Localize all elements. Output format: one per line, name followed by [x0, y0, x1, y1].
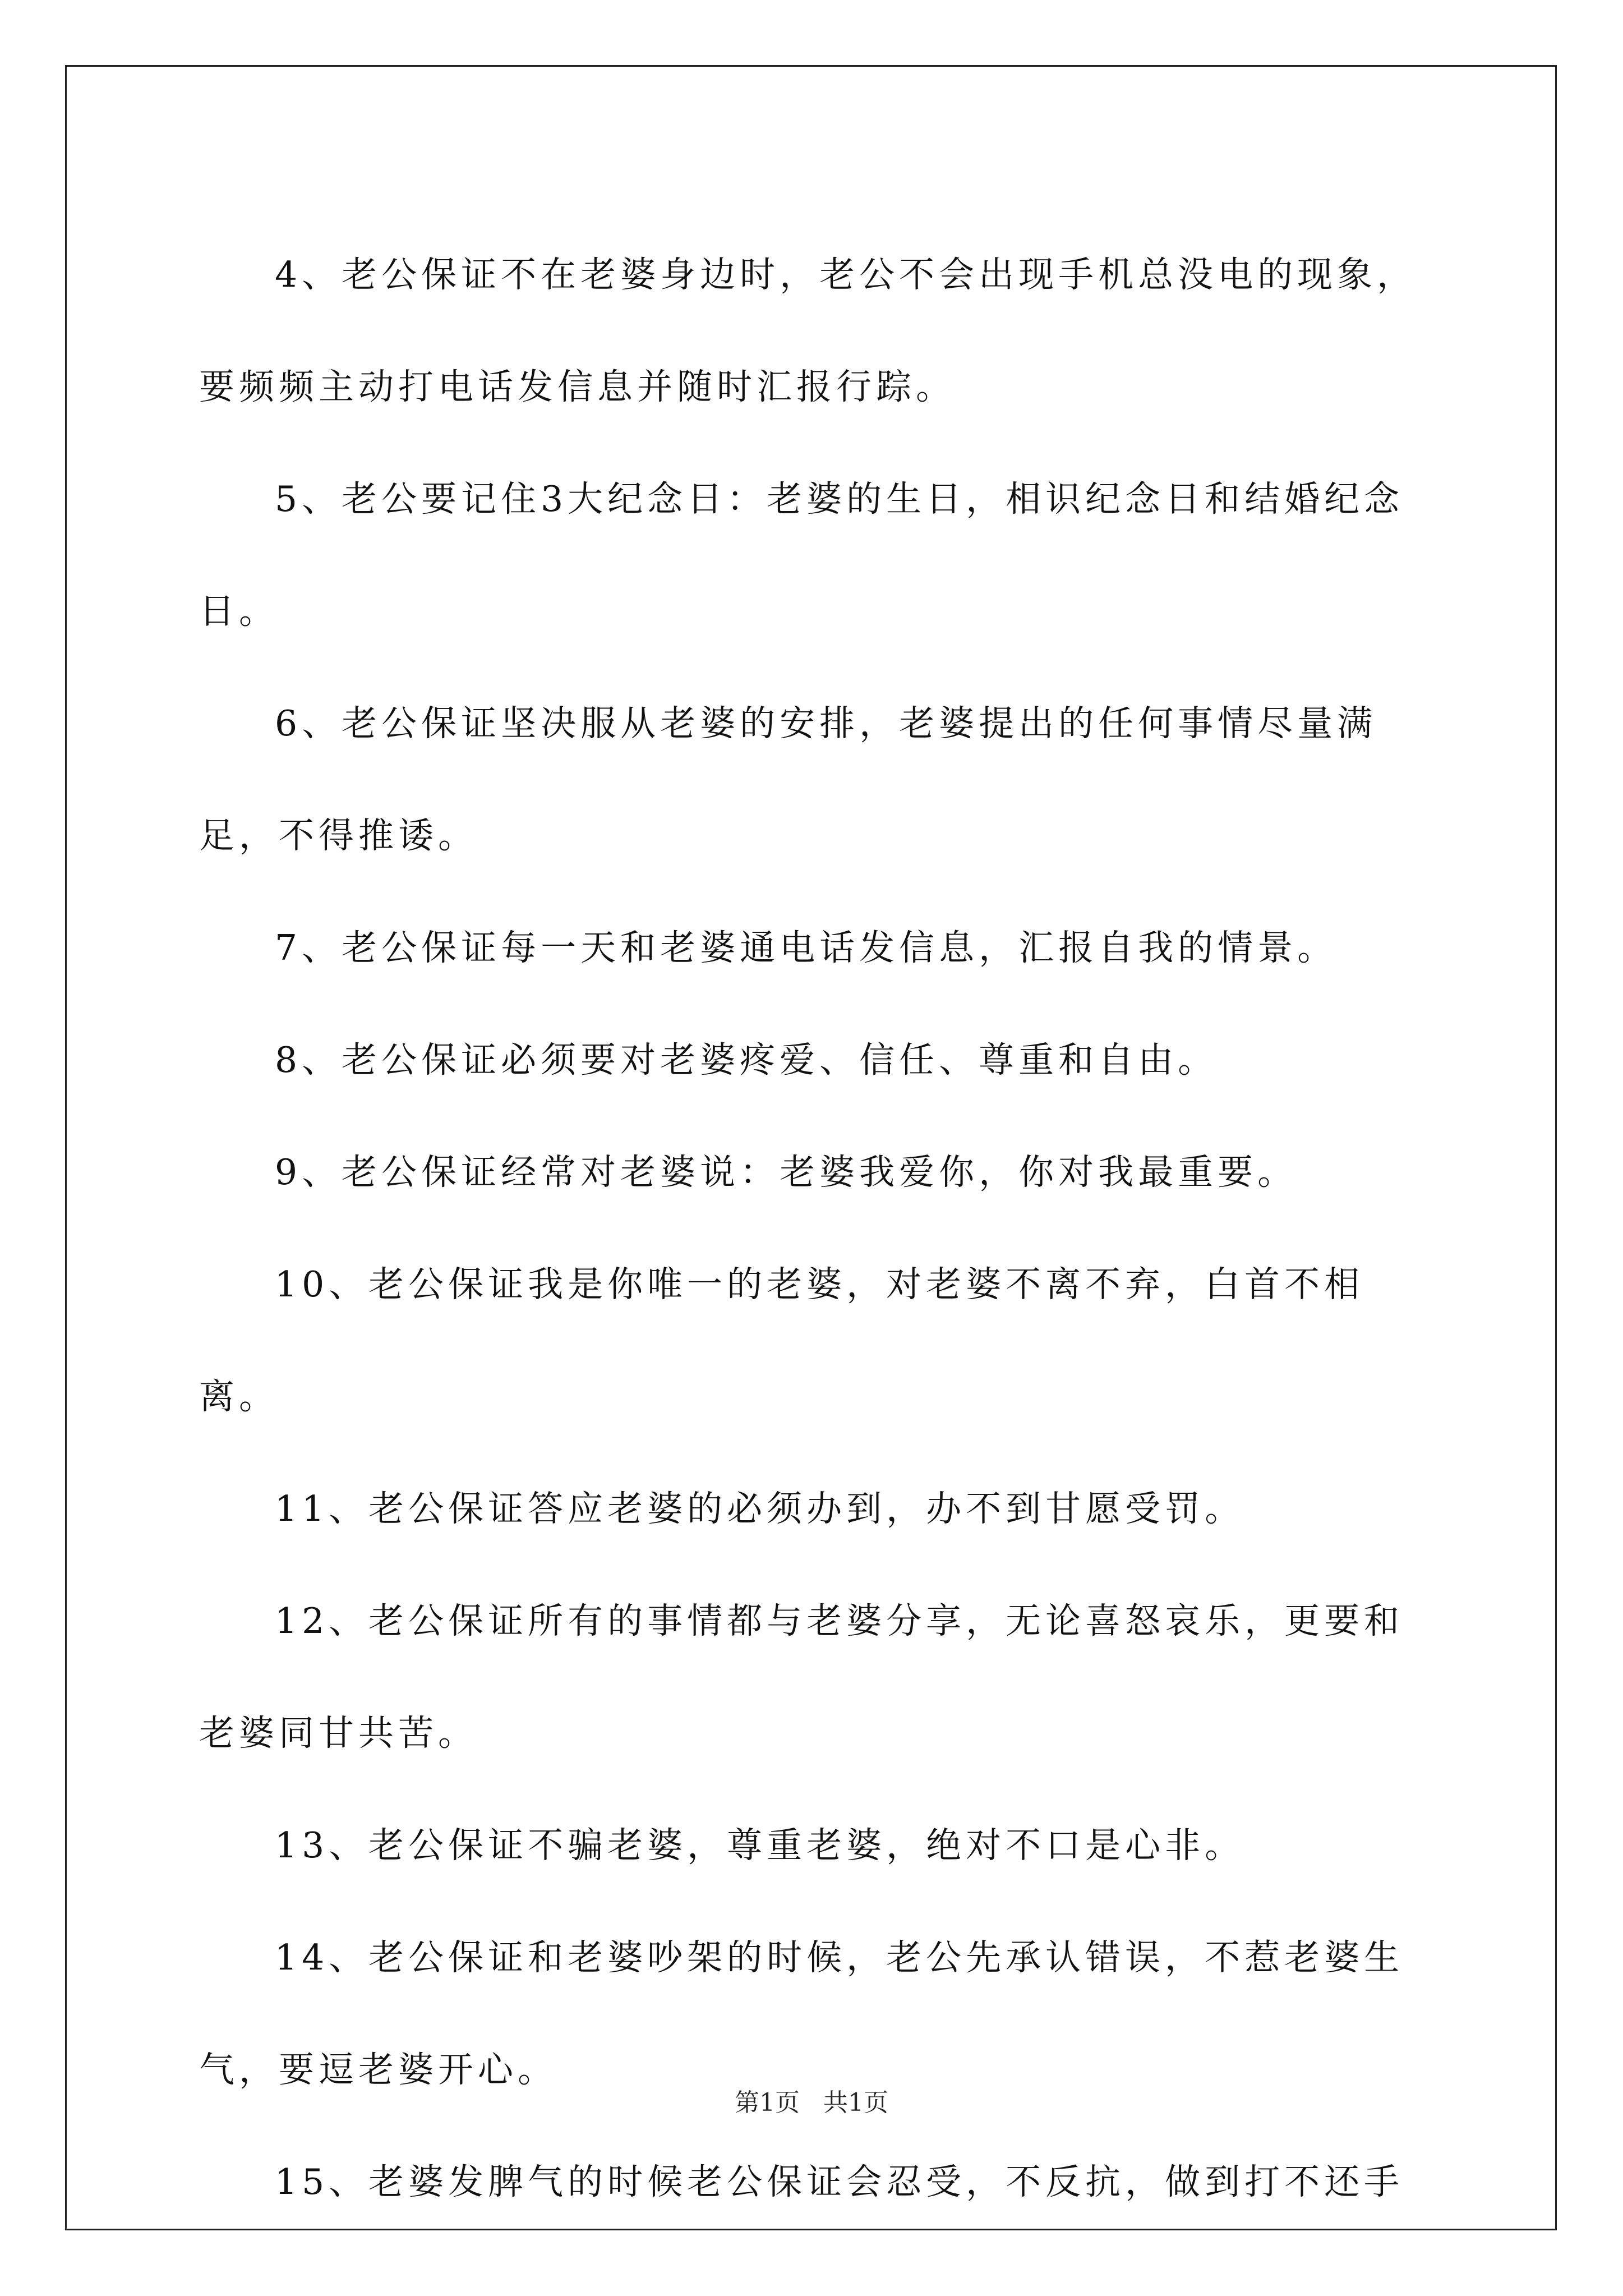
paragraph-item-10: 10、老公保证我是你唯一的老婆，对老婆不离不弃，白首不相离。 [199, 1264, 1364, 1417]
page-number-current: 第1页 [735, 2088, 800, 2117]
paragraph-item-15: 15、老婆发脾气的时候老公保证会忍受，不反抗，做到打不还手 [275, 2161, 1404, 2202]
paragraph-item-5: 5、老公要记住3大纪念日：老婆的生日，相识纪念日和结婚纪念日。 [199, 478, 1404, 632]
paragraph-item-7: 7、老公保证每一天和老婆通电话发信息，汇报自我的情景。 [275, 927, 1338, 968]
paragraph-item-4: 4、老公保证不在老婆身边时，老公不会出现手机总没电的现象，要频频主动打电话发信息并随时汇报行踪。 [199, 254, 1417, 407]
paragraph-item-12: 12、老公保证所有的事情都与老婆分享，无论喜怒哀乐，更要和老婆同甘共苦。 [199, 1600, 1404, 1754]
document-body [199, 219, 1433, 2238]
paragraph-item-11: 11、老公保证答应老婆的必须办到，办不到甘愿受罚。 [275, 1488, 1245, 1529]
page-footer [0, 2082, 1623, 2118]
paragraph-item-13: 13、老公保证不骗老婆，尊重老婆，绝对不口是心非。 [275, 1825, 1245, 1866]
paragraph-item-9: 9、老公保证经常对老婆说：老婆我爱你，你对我最重要。 [275, 1152, 1298, 1193]
paragraph-item-6: 6、老公保证坚决服从老婆的安排，老婆提出的任何事情尽量满足，不得推诿。 [199, 703, 1377, 856]
page-number-total: 共1页 [823, 2088, 888, 2117]
paragraph-item-8: 8、老公保证必须要对老婆疼爱、信任、尊重和自由。 [275, 1039, 1218, 1080]
paragraph-item-14: 14、老公保证和老婆吵架的时候，老公先承认错误，不惹老婆生气，要逗老婆开心。 [199, 1937, 1404, 2090]
